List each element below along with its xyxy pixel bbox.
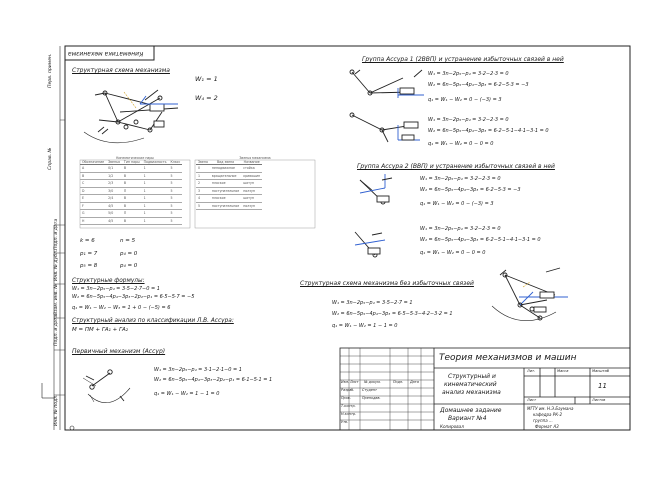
primary-formula-3: q₁ = W₁ − W₂ = 1 − 1 = 0 xyxy=(154,391,220,397)
table-cell: шатун xyxy=(241,195,262,203)
table-cell: 5 xyxy=(169,217,183,225)
table-cell: 1 xyxy=(142,217,169,225)
table2-header: Звено xyxy=(198,160,208,164)
table1-header: Класс xyxy=(170,160,181,164)
role-approved: Утв. xyxy=(341,420,349,424)
structural-formula-3: q₁ = W₁ − W₂ − W₃ = 1 + 0 − (−5) = 6 xyxy=(72,305,171,311)
table-cell: ползун xyxy=(241,202,262,210)
org-line-3: группа ... xyxy=(533,418,553,423)
table1-header: Тип пары xyxy=(123,160,140,164)
lit-label: Лит. xyxy=(527,369,536,373)
copied-label: Копировал xyxy=(440,424,464,429)
org-line-2: кафедра РК-2 xyxy=(533,412,563,417)
group2-drawing-a xyxy=(360,174,392,204)
table-cell: В xyxy=(122,195,142,203)
table-cell: 5 xyxy=(169,165,183,173)
assur-analysis-title: Структурный анализ по классификации Л.В. Ассура: xyxy=(72,318,234,324)
col-change: Изм. xyxy=(341,380,349,384)
table-cell: 5/0 xyxy=(106,210,122,218)
group2-formula-a2: W₂ = 6n−5p₅−4p₄−3p₃ = 6·2−5·3 = −3 xyxy=(420,187,521,193)
table-cell: H xyxy=(80,217,106,225)
structural-formula-title: Структурные формулы: xyxy=(72,278,145,284)
table-cell: 4/5 xyxy=(106,202,122,210)
final-formula-1: W₁ = 3n−2p₅−p₄ = 3·5−2·7 = 1 xyxy=(332,300,413,306)
table-cell: 4 xyxy=(196,195,210,203)
table-cell: 1 xyxy=(142,165,169,173)
sheet-number: 11 xyxy=(598,382,607,390)
table-cell: 3/0 xyxy=(106,187,122,195)
table-cell: 1 xyxy=(142,180,169,188)
table-cell: 1 xyxy=(142,202,169,210)
group1-formula-b1: W₁ = 3n−2p₅−p₄ = 3·2−2·3 = 0 xyxy=(428,117,509,123)
structural-scheme-drawing xyxy=(84,90,178,143)
table1-header: Звенья xyxy=(108,160,120,164)
table-cell: стойка xyxy=(241,165,262,173)
side-label-ref-no: Справ. № xyxy=(48,147,53,170)
table-row xyxy=(196,187,262,195)
table-cell: 1 xyxy=(142,172,169,180)
table-cell: 2/4 xyxy=(106,195,122,203)
table-cell: 5 xyxy=(169,210,183,218)
table-row xyxy=(80,210,182,218)
table-cell: неподвижное xyxy=(210,165,241,173)
group1-formula-a1: W₁ = 3n−2p₅−p₄ = 3·2−2·3 = 0 xyxy=(428,71,509,77)
table-cell: 2/3 xyxy=(106,180,122,188)
param-p5: p₅ = 8 xyxy=(80,263,98,269)
table-cell: 5 xyxy=(169,180,183,188)
table-row xyxy=(196,165,262,173)
primary-mechanism-title: Первичный механизм (Ассур) xyxy=(72,348,166,355)
primary-formula-1: W₁ = 3n−2p₅−p₄ = 3·1−2·1−0 = 1 xyxy=(154,367,242,373)
table-cell: плоское xyxy=(210,195,241,203)
role-norm-control: Н.контр. xyxy=(341,412,357,416)
table-row xyxy=(196,195,262,203)
table-row xyxy=(80,217,182,225)
table-cell: 0 xyxy=(196,165,210,173)
table-cell: C xyxy=(80,180,106,188)
role-developer: Разраб. xyxy=(341,388,355,392)
primary-mechanism-drawing xyxy=(83,370,130,403)
group2-title: Группа Ассура 2 (ВВП) и устранение избыточных связей в ней xyxy=(357,163,555,170)
group1-formula-a3: q₁ = W₁ − W₂ = 0 − (−3) = 3 xyxy=(428,97,502,103)
table-row xyxy=(80,180,182,188)
table-cell: шатун xyxy=(241,180,262,188)
table-cell: E xyxy=(80,195,106,203)
assignment-line-1: Домашнее задание xyxy=(440,407,502,414)
param-p1: p₁ = 7 xyxy=(80,251,98,257)
table-cell: поступательное xyxy=(211,188,240,193)
table-cell: кривошип xyxy=(243,173,261,178)
assignment-line-2: Вариант №4 xyxy=(448,415,487,422)
side-label-sign-date-2: Подп. и дата xyxy=(54,314,59,346)
assur-analysis-formula: M = ПМ + ГА₁ + ГА₂ xyxy=(72,327,129,333)
col-date: Дата xyxy=(410,380,419,384)
table-row xyxy=(80,187,182,195)
param-p4a: p₄ = 0 xyxy=(120,251,138,257)
structural-scheme-title: Структурная схема механизма xyxy=(72,67,170,74)
final-formula-2: W₂ = 6n−5p₅−4p₄−3p₃ = 6·5−5·3−4·2−3·2 = 1 xyxy=(332,311,453,317)
org-line-1: МГТУ им. Н.Э.Баумана xyxy=(527,406,574,411)
param-p4b: p₄ = 0 xyxy=(120,263,138,269)
table-cell: 1/2 xyxy=(106,172,122,180)
final-scheme-title: Структурная схема механизма без избыточных связей xyxy=(300,280,474,287)
table-cell: F xyxy=(80,202,106,210)
table-cell: В xyxy=(122,202,142,210)
table-row xyxy=(196,180,262,188)
table-cell: ползун xyxy=(241,187,262,195)
table-cell: В xyxy=(122,180,142,188)
table-row xyxy=(196,172,262,180)
side-label-replace-inv: Взам. инв. № xyxy=(54,283,59,315)
table-cell: 5 xyxy=(169,202,183,210)
table-row xyxy=(196,202,262,210)
table-row xyxy=(80,165,182,173)
primary-formula-2: W₂ = 6n−5p₅−4p₄−3p₃−2p₂−p₁ = 6·1−5·1 = 1 xyxy=(154,377,273,383)
table-cell: В xyxy=(122,165,142,173)
table-cell: плоское xyxy=(210,180,241,188)
table1-caption: Кинематические пары xyxy=(116,156,154,160)
table-cell: 1 xyxy=(196,172,210,180)
structural-formula-1: W₁ = 3n−2p₅−p₄ = 3·5−2·7−0 = 1 xyxy=(72,286,160,292)
side-label-first-use: Перв. примен. xyxy=(48,53,53,88)
main-title: Теория механизмов и машин xyxy=(439,353,577,363)
sheets-label: Листов xyxy=(592,398,606,402)
table-cell: В xyxy=(122,172,142,180)
param-k: k = 6 xyxy=(80,238,95,244)
col-doc-no: № докум. xyxy=(364,380,381,384)
group1-drawing-b xyxy=(350,113,420,142)
group1-formula-b2: W₂ = 6n−5p₅−4p₄−3p₃ = 6·2−5·1−4·1−3·1 = 0 xyxy=(428,128,549,134)
table-cell: поступательное xyxy=(211,203,240,208)
table-cell: 1 xyxy=(142,210,169,218)
table-cell: 2 xyxy=(196,180,210,188)
table-cell: B xyxy=(80,172,106,180)
table-cell: В xyxy=(122,217,142,225)
group2-formula-b1: W₁ = 3n−2p₅−p₄ = 3·2−2·3 = 0 xyxy=(420,226,501,232)
group1-title: Группа Ассура 1 (2ВВП) и устранение избыточных связей в ней xyxy=(362,56,564,63)
table2-caption: Звенья механизма xyxy=(239,156,271,160)
w4-label: W₄ = 2 xyxy=(195,94,218,102)
format-label: Формат A3 xyxy=(535,424,559,429)
table-cell: G xyxy=(80,210,106,218)
final-scheme-drawing xyxy=(492,268,568,321)
table2-header: Название xyxy=(241,160,262,165)
table-cell: 4/5 xyxy=(106,217,122,225)
table-cell: 5 xyxy=(169,195,183,203)
group2-formula-a3: q₁ = W₁ − W₂ = 0 − (−3) = 3 xyxy=(420,201,494,207)
side-label-sign-date-1: Подп. и дата xyxy=(54,218,59,250)
table1-header: Подвижность xyxy=(143,160,167,164)
top-stamp-label: Кинематика механизма xyxy=(68,50,144,57)
group1-formula-b3: q₁ = W₁ − W₂ = 0 − 0 = 0 xyxy=(428,141,494,147)
side-label-dup-inv: Инв. № дубл. xyxy=(54,249,59,281)
kinematic-pairs-table xyxy=(80,156,190,225)
table1-header: Обозначение xyxy=(82,160,105,164)
final-formula-3: q₁ = W₁ − W₂ = 1 − 1 = 0 xyxy=(332,323,398,329)
col-sign: Подп. xyxy=(393,380,404,384)
w1-label: W₁ = 1 xyxy=(195,75,218,83)
table2-header: Вид звена xyxy=(210,160,241,165)
group2-formula-a1: W₁ = 3n−2p₅−p₄ = 3·2−2·3 = 0 xyxy=(420,176,501,182)
table-cell: 5 xyxy=(169,187,183,195)
role-checker: Пров. xyxy=(341,396,351,400)
group2-formula-b3: q₁ = W₁ − W₂ = 0 − 0 = 0 xyxy=(420,250,486,256)
group1-drawing-a xyxy=(350,70,424,98)
side-label-orig-inv: Инв. № подл. xyxy=(54,394,59,426)
table-cell: вращательное xyxy=(210,172,241,180)
name-student: Студент xyxy=(362,388,377,392)
table-cell: A xyxy=(80,165,106,173)
role-tech-control: Т.контр. xyxy=(341,404,356,408)
group2-formula-b2: W₂ = 6n−5p₅−4p₄−3p₃ = 6·2−5·1−4·1−3·1 = 0 xyxy=(420,237,541,243)
scale-label: Масштаб xyxy=(592,369,610,373)
table-row xyxy=(80,202,182,210)
mass-label: Масса xyxy=(557,369,569,373)
table-cell: П xyxy=(122,187,142,195)
table-cell: 3 xyxy=(196,187,210,195)
subtitle-line-3: анализ механизма xyxy=(442,389,501,396)
param-n: n = 5 xyxy=(120,238,136,244)
links-table xyxy=(196,156,314,210)
table-row xyxy=(80,195,182,203)
name-teacher: Преподав. xyxy=(362,396,381,400)
table-cell: 0/1 xyxy=(106,165,122,173)
structural-formula-2: W₂ = 6n−5p₅−4p₄−3p₃−2p₂−p₁ = 6·5−5·7 = −5 xyxy=(72,294,195,300)
col-sheet: Лист xyxy=(350,380,359,384)
table-cell: D xyxy=(80,187,106,195)
table-cell: 1 xyxy=(142,187,169,195)
table-row xyxy=(80,172,182,180)
subtitle-line-2: кинематический xyxy=(444,381,497,388)
table-cell: 5 xyxy=(169,172,183,180)
group2-drawing-b xyxy=(355,232,385,257)
table-cell: 1 xyxy=(142,195,169,203)
table-cell: 5 xyxy=(196,202,210,210)
group1-formula-a2: W₂ = 6n−5p₅−4p₄−3p₃ = 6·2−5·3 = −3 xyxy=(428,82,529,88)
table-cell: П xyxy=(122,210,142,218)
sheet-label: Лист xyxy=(527,398,537,402)
subtitle-line-1: Структурный и xyxy=(448,373,496,380)
